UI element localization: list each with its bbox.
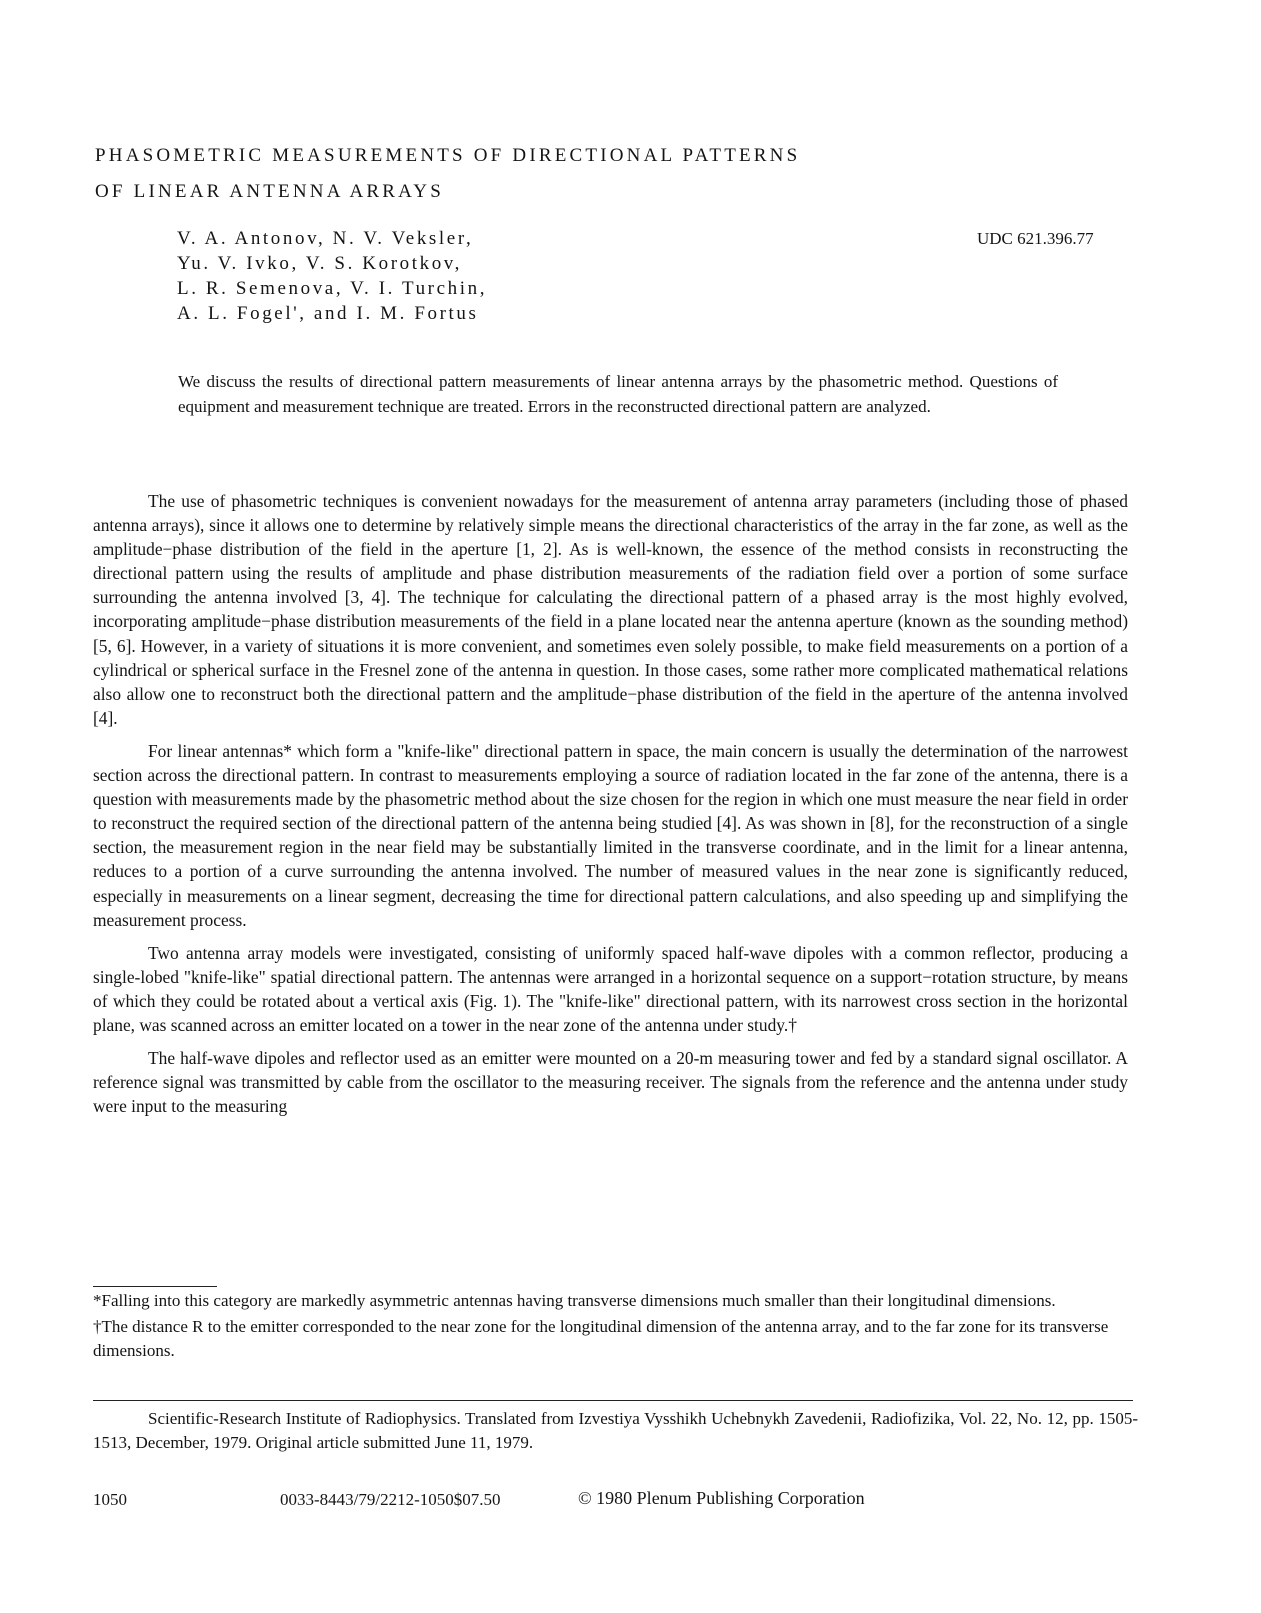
paragraph-2: For linear antennas* which form a "knife-like" directional pattern in space, the main concern is usually the determination of the narrowest section across the directional pattern. In contrast to measurements employing a source of radiation located in the far zone of the antenna, there is a question with measurements made by the phasometric method about the size chosen for the region in which one must measure the near field in order to reconstruct the required section of the directional pattern of the antenna being studied [4]. As was shown in [8], for the reconstruction of a single section, the measurement region in the near field may be substantially limited in the transverse coordinate, and in the limit for a linear antenna, reduces to a portion of a curve surrounding the antenna involved. The number of measured values in the near zone is significantly reduced, especially in measurements on a linear segment, decreasing the time for directional pattern calculations, and also speeding up and simplifying the measurement process. [93,740,1128,930]
author-line-2: Yu. V. Ivko, V. S. Korotkov, [177,253,463,274]
title-line-2: OF LINEAR ANTENNA ARRAYS [95,181,444,202]
author-list [177,226,487,326]
author-line-1: V. A. Antonov, N. V. Veksler, [177,228,474,249]
paragraph-4: The half-wave dipoles and reflector used as an emitter were mounted on a 20-m measuring tower and fed by a standard signal oscillator. A reference signal was transmitted by cable from the oscillator to the measuring receiver. The signals from the reference and the antenna under study were input to the measuring [93,1048,1128,1117]
footnote-rule [93,1286,217,1287]
title-line-1: PHASOMETRIC MEASUREMENTS OF DIRECTIONAL PATTERNS [95,145,801,166]
page-number: 1050 [93,1490,127,1509]
affiliation-note: Scientific-Research Institute of Radiophysics. Translated from Izvestiya Vysshikh Uchebnykh Zavedenii, Radiofizika, Vol. 22, No. 12, pp. 1505-1513, December, 1979. Original article submitted June 11, 1979. [93,1409,1138,1452]
affiliation-rule [93,1400,1133,1401]
footnote-asterisk: *Falling into this category are markedly asymmetric antennas having transverse dimensions much smaller than their longitudinal dimensions. [93,1291,1056,1310]
paragraph-1: The use of phasometric techniques is convenient nowadays for the measurement of antenna array parameters (including those of phased antenna arrays), since it allows one to determine by relatively simple means the directional characteristics of the array in the far zone, as well as the amplitude−phase distribution of the field in the aperture [1, 2]. As is well-known, the essence of the method consists in reconstructing the directional pattern using the results of amplitude and phase distribution measurements of the radiation field over a portion of some surface surrounding the antenna involved [3, 4]. The technique for calculating the directional pattern of a phased array is the most highly evolved, incorporating amplitude−phase distribution measurements of the field in a plane located near the antenna aperture (known as the sounding method) [5, 6]. However, in a variety of situations it is more convenient, and sometimes even solely possible, to make field measurements on a portion of a cylindrical or spherical surface in the Fresnel zone of the antenna in question. In those cases, some rather more complicated mathematical relations also allow one to reconstruct both the directional pattern and the amplitude−phase distribution of the field in the aperture of the antenna involved [4]. [93,491,1128,728]
footnotes [93,1289,1138,1365]
author-line-3: L. R. Semenova, V. I. Turchin, [177,278,488,299]
copyright-notice: © 1980 Plenum Publishing Corporation [578,1488,865,1508]
footnote-dagger: †The distance R to the emitter corresponded to the near zone for the longitudinal dimension of the antenna array, and to the far zone for its transverse dimensions. [93,1317,1109,1360]
udc-code: UDC 621.396.77 [977,229,1094,248]
body-text [93,489,1128,1127]
abstract: We discuss the results of directional pattern measurements of linear antenna arrays by the phasometric method. Questions of equipment and measurement technique are treated. Errors in the reconstructed directional pattern are analyzed. [178,372,1058,416]
paragraph-3: Two antenna array models were investigated, consisting of uniformly spaced half-wave dipoles with a common reflector, producing a single-lobed "knife-like" spatial directional pattern. The antennas were arranged in a horizontal sequence on a support−rotation structure, by means of which they could be rotated about a vertical axis (Fig. 1). The "knife-like" directional pattern, with its narrowest cross section in the horizontal plane, was scanned across an emitter located on a tower in the near zone of the antenna under study.† [93,942,1128,1035]
article-code: 0033-8443/79/2212-1050$07.50 [280,1490,501,1509]
author-line-4: A. L. Fogel', and I. M. Fortus [177,303,479,324]
paper-title [95,138,1155,210]
